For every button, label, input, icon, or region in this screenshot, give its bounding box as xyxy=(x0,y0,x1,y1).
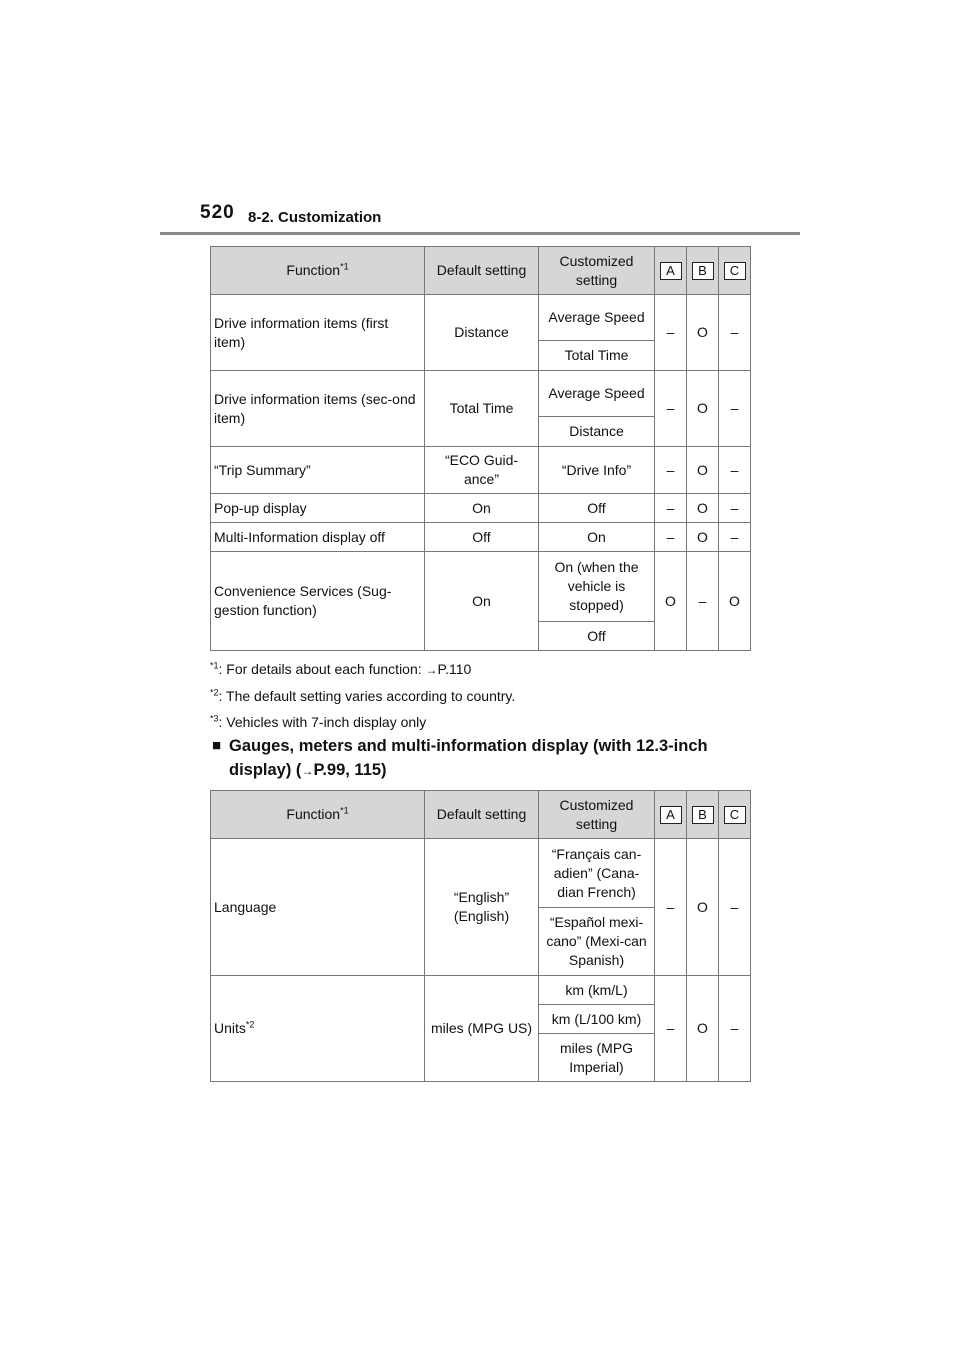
option-cell: “Español mexi-cano” (Mexi-can Spanish) xyxy=(539,908,655,976)
table-row xyxy=(211,494,751,523)
header-function: Function$^{*1}$ xyxy=(211,791,425,839)
header-col-c: C xyxy=(719,791,751,839)
header-customized-setting: Customized setting xyxy=(539,791,655,839)
col-a-cell: – xyxy=(655,523,687,552)
customization-table-1 xyxy=(210,246,751,651)
page-number: 520 xyxy=(200,202,235,223)
header-col-a: A xyxy=(655,791,687,839)
col-b-cell: O xyxy=(687,523,719,552)
function-cell: “Trip Summary” xyxy=(211,447,425,494)
table-header-row xyxy=(211,791,751,839)
arrow-right-icon: → xyxy=(425,663,438,677)
function-cell: Multi-Information display off xyxy=(211,523,425,552)
col-b-cell: O xyxy=(687,839,719,976)
col-c-cell: O xyxy=(719,552,751,651)
header-col-b: B xyxy=(687,791,719,839)
default-cell: miles (MPG US) xyxy=(425,976,539,1082)
option-cell: km (km/L) xyxy=(539,976,655,1005)
table-row xyxy=(211,839,751,908)
col-b-cell: O xyxy=(687,494,719,523)
default-cell: On xyxy=(425,552,539,651)
header-divider xyxy=(160,232,800,235)
customization-table-2 xyxy=(210,790,751,1082)
col-b-cell: O xyxy=(687,371,719,447)
col-c-cell: – xyxy=(719,494,751,523)
col-a-cell: – xyxy=(655,494,687,523)
default-cell: Off xyxy=(425,523,539,552)
header-col-c: C xyxy=(719,247,751,295)
col-a-cell: – xyxy=(655,976,687,1082)
header-col-b: B xyxy=(687,247,719,295)
option-cell: Distance xyxy=(539,417,655,447)
option-cell: On xyxy=(539,523,655,552)
header-col-a: A xyxy=(655,247,687,295)
col-c-cell: – xyxy=(719,447,751,494)
footnote: $^{*3}$: Vehicles with 7-inch display only xyxy=(210,713,427,730)
option-cell: km (L/100 km) xyxy=(539,1005,655,1034)
default-cell: Total Time xyxy=(425,371,539,447)
function-cell: Pop-up display xyxy=(211,494,425,523)
table-row xyxy=(211,552,751,622)
col-c-cell: – xyxy=(719,976,751,1082)
col-a-cell: O xyxy=(655,552,687,651)
section-title: 8-2. Customization xyxy=(248,209,382,226)
default-cell: Distance xyxy=(425,295,539,371)
table-row xyxy=(211,523,751,552)
table-row xyxy=(211,447,751,494)
col-a-cell: – xyxy=(655,447,687,494)
function-cell: Drive information items (sec-ond item) xyxy=(211,371,425,447)
col-a-cell: – xyxy=(655,371,687,447)
default-cell: “ECO Guid-ance” xyxy=(425,447,539,494)
option-cell: Average Speed xyxy=(539,295,655,341)
function-cell: Language xyxy=(211,839,425,976)
footnote: $^{*1}$: For details about each function: →P.110 xyxy=(210,660,472,677)
arrow-right-icon: → xyxy=(301,764,314,778)
header-function: Function$^{*1}$ xyxy=(211,247,425,295)
col-c-cell: – xyxy=(719,839,751,976)
function-cell: Drive information items (first item) xyxy=(211,295,425,371)
table-row xyxy=(211,976,751,1005)
option-cell: miles (MPG Imperial) xyxy=(539,1034,655,1082)
option-cell: Off xyxy=(539,494,655,523)
col-b-cell: O xyxy=(687,447,719,494)
option-cell: Average Speed xyxy=(539,371,655,417)
option-cell: “Drive Info” xyxy=(539,447,655,494)
header-default-setting: Default setting xyxy=(425,247,539,295)
col-b-cell: O xyxy=(687,295,719,371)
col-c-cell: – xyxy=(719,295,751,371)
function-cell: Convenience Services (Sug-gestion function) xyxy=(211,552,425,651)
table-header-row xyxy=(211,247,751,295)
header-customized-setting: Customized setting xyxy=(539,247,655,295)
footnote: $^{*2}$: The default setting varies according to country. xyxy=(210,687,516,704)
option-cell: Off xyxy=(539,622,655,651)
square-bullet-icon: ■ xyxy=(212,737,222,754)
col-b-cell: O xyxy=(687,976,719,1082)
section-subheading: ■ Gauges, meters and multi-information display (with 12.3-inch display) (→P.99, 115) xyxy=(212,734,772,783)
header-default-setting: Default setting xyxy=(425,791,539,839)
col-c-cell: – xyxy=(719,523,751,552)
table-row xyxy=(211,371,751,417)
table-row xyxy=(211,295,751,341)
option-cell: “Français can-adien” (Cana-dian French) xyxy=(539,839,655,908)
page-reference[interactable]: P.99, 115) xyxy=(313,761,387,779)
default-cell: “English” (English) xyxy=(425,839,539,976)
option-cell: Total Time xyxy=(539,341,655,371)
page-reference[interactable]: P.110 xyxy=(437,661,472,677)
col-a-cell: – xyxy=(655,295,687,371)
default-cell: On xyxy=(425,494,539,523)
col-c-cell: – xyxy=(719,371,751,447)
function-cell: Units$^{*2}$ xyxy=(211,976,425,1082)
col-a-cell: – xyxy=(655,839,687,976)
option-cell: On (when the vehicle is stopped) xyxy=(539,552,655,622)
page-header xyxy=(200,200,800,236)
footnotes xyxy=(210,656,515,735)
col-b-cell: – xyxy=(687,552,719,651)
